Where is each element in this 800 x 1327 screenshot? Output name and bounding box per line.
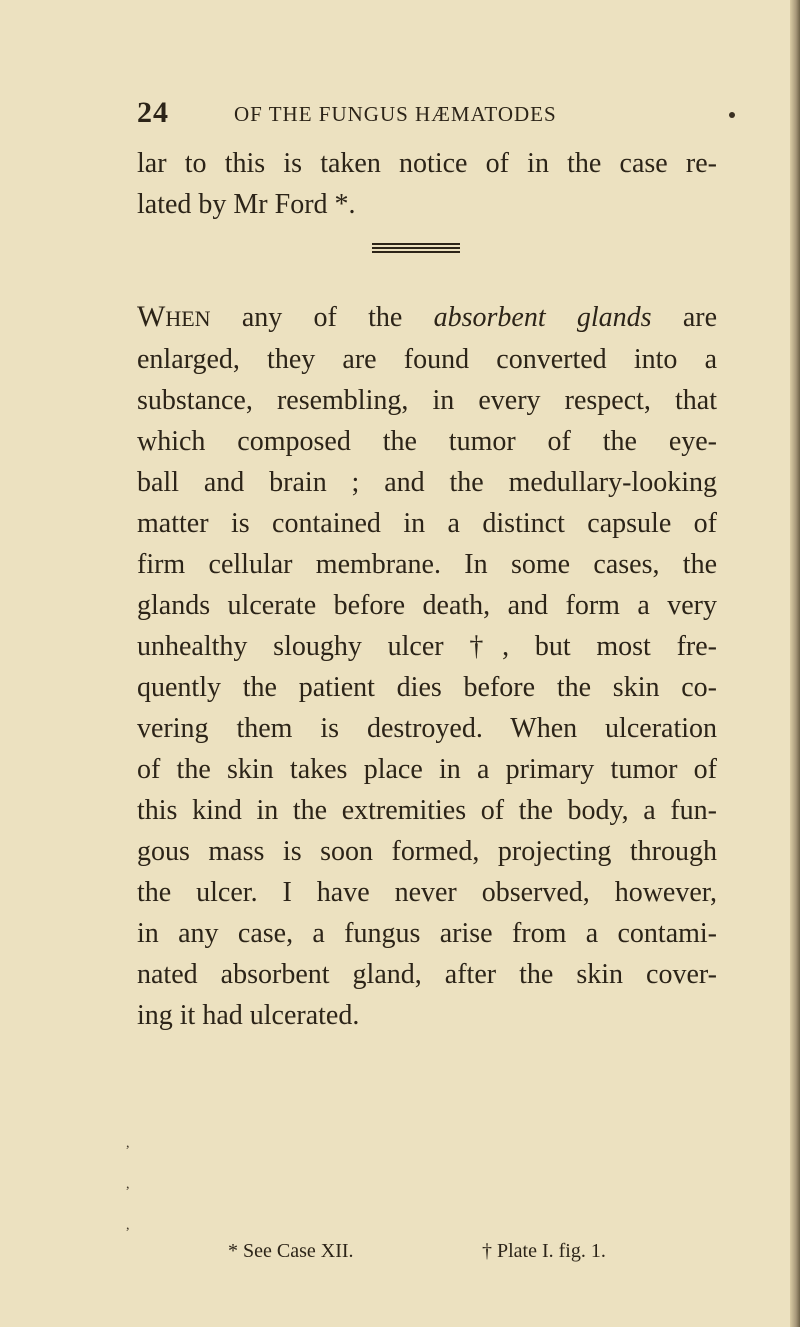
text-line: quently the patient dies before the skin co- <box>137 672 717 703</box>
text-line: the ulcer. I have never observed, however, <box>137 877 717 908</box>
drop-initial: W <box>137 300 166 333</box>
text-line: lar to this is taken notice of in the case re- <box>137 148 717 179</box>
text-line: ing it had ulcerated. <box>137 1000 360 1031</box>
text-line: which composed the tumor of the eye- <box>137 426 717 457</box>
margin-mark: , <box>126 1136 130 1151</box>
margin-mark: , <box>126 1218 130 1233</box>
text-line: matter is contained in a distinct capsule of <box>137 508 717 539</box>
text-line: substance, resembling, in every respect, that <box>137 385 717 416</box>
text-line: this kind in the extremities of the body, a fun- <box>137 795 717 826</box>
text-line: lated by Mr Ford *. <box>137 189 356 220</box>
paragraph-continuation <box>137 143 717 225</box>
margin-mark: , <box>126 1177 130 1192</box>
text-line-first: WHEN any of the absorbent glands are <box>137 300 717 333</box>
text-line: of the skin takes place in a primary tumor of <box>137 754 717 785</box>
text-line: firm cellular membrane. In some cases, the <box>137 549 717 580</box>
text-line: enlarged, they are found converted into a <box>137 344 717 375</box>
page-header <box>137 96 737 136</box>
page-edge <box>790 0 800 1327</box>
small-caps-word: HEN <box>165 306 211 331</box>
text-line: gous mass is soon formed, projecting through <box>137 836 717 867</box>
page-number: 24 <box>137 96 169 129</box>
running-title: OF THE FUNGUS HÆMATODES <box>234 102 557 126</box>
paragraph-absorbent-glands <box>137 296 717 1036</box>
text-line: nated absorbent gland, after the skin cover- <box>137 959 717 990</box>
ink-dot <box>729 112 735 118</box>
footnote-plate: † Plate I. fig. 1. <box>482 1240 606 1262</box>
section-rule <box>372 243 460 257</box>
text-line: unhealthy sloughy ulcer †, but most fre- <box>137 631 717 662</box>
footnote-case: * See Case XII. <box>228 1240 354 1262</box>
text-line: ball and brain ; and the medullary-looking <box>137 467 717 498</box>
text-line: glands ulcerate before death, and form a very <box>137 590 717 621</box>
text-line: vering them is destroyed. When ulceration <box>137 713 717 744</box>
text-line: in any case, a fungus arise from a contami- <box>137 918 717 949</box>
italic-term: absorbent glands <box>433 302 652 333</box>
